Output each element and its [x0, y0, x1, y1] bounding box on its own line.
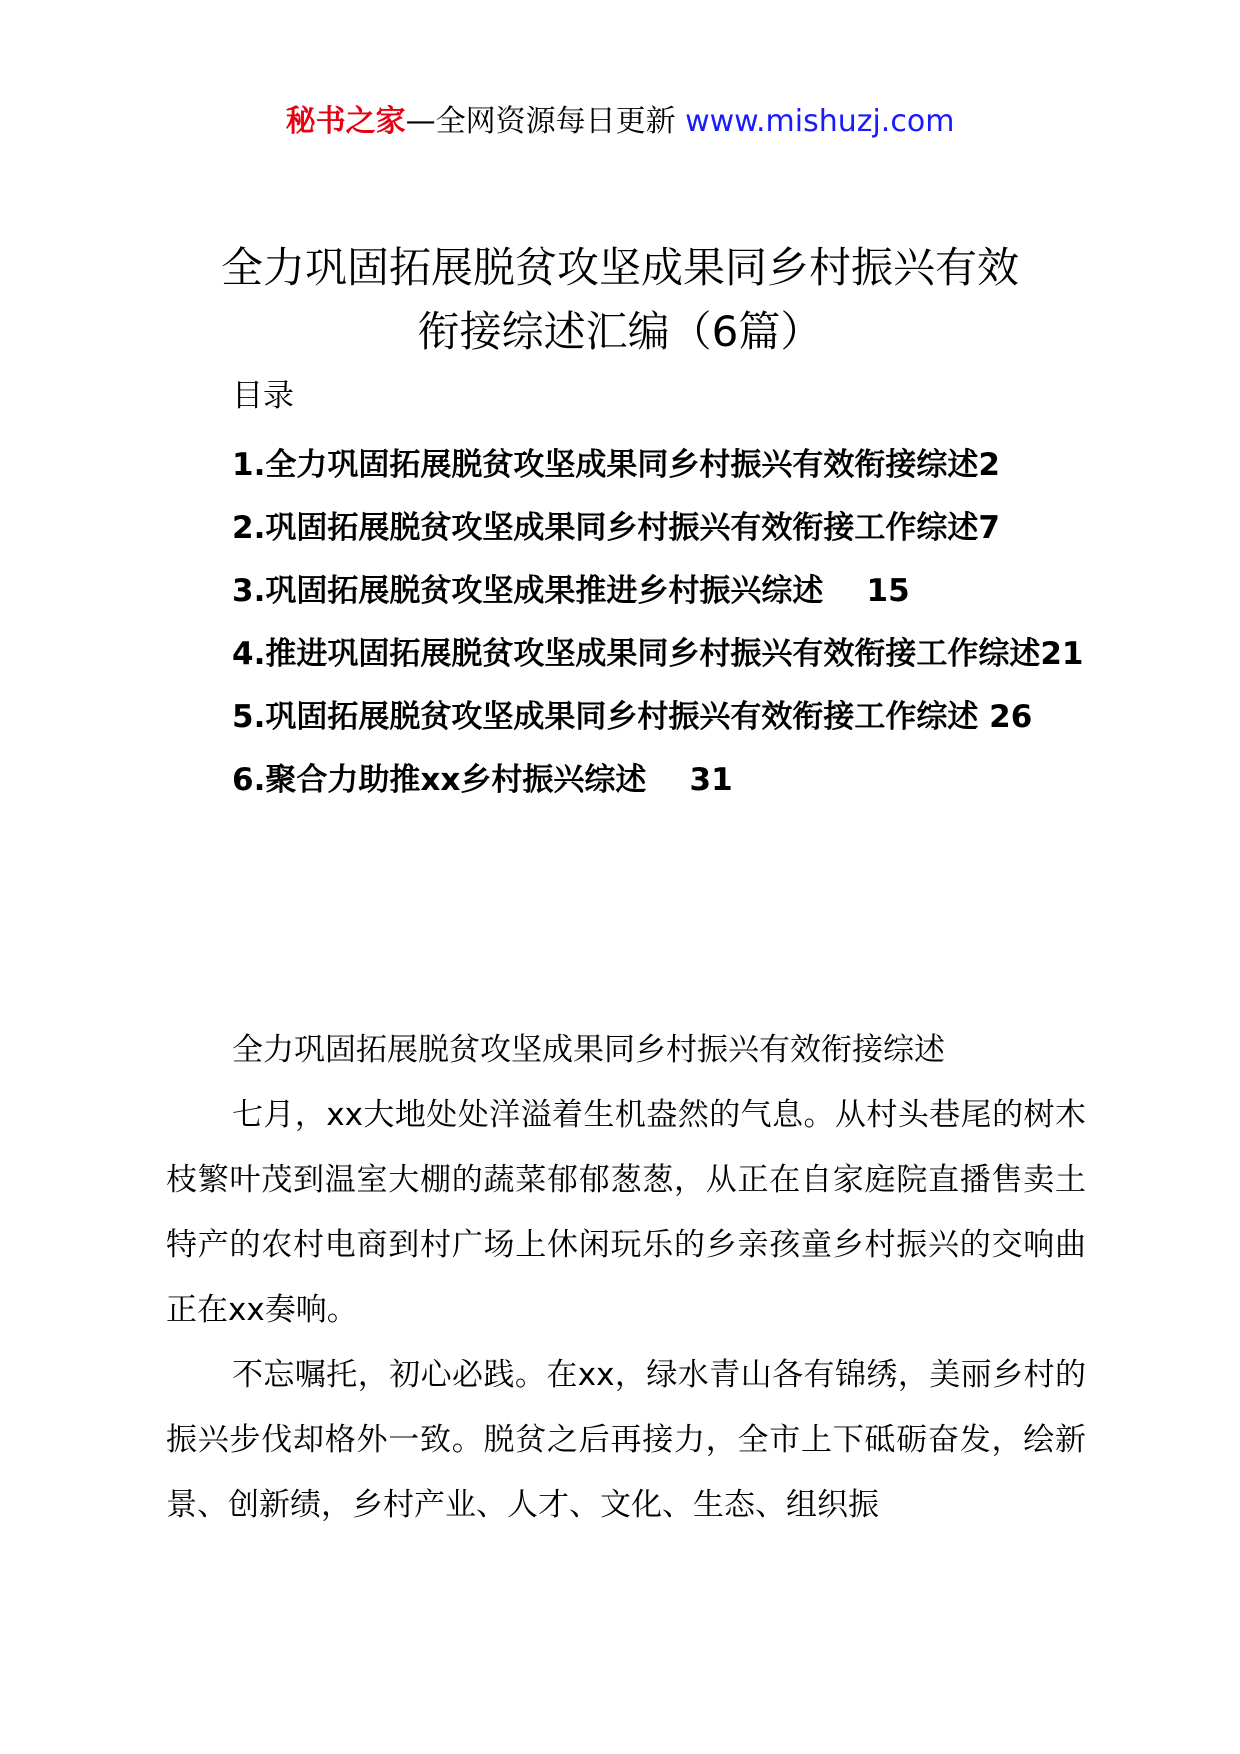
title-line-1: 全力巩固拓展脱贫攻坚成果同乡村振兴有效: [220, 243, 1019, 292]
toc-item[interactable]: 5.巩固拓展脱贫攻坚成果同乡村振兴有效衔接工作综述 26: [232, 699, 1033, 735]
site-url-link[interactable]: www.mishuzj.com: [675, 104, 955, 139]
toc-heading: 目录: [232, 378, 294, 414]
header-tagline: —全网资源每日更新: [405, 104, 676, 139]
body-paragraph: 七月，xx大地处处洋溢着生机盎然的气息。从村头巷尾的树木枝繁叶茂到温室大棚的蔬菜郁郁葱葱，从正在自家庭院直播售卖土特产的农村电商到村广场上休闲玩乐的乡亲孩童乡村振兴的交响曲正在xx奏响。: [166, 1097, 1086, 1328]
toc-item[interactable]: 6.聚合力助推xx乡村振兴综述 31: [232, 762, 733, 798]
site-header: [0, 100, 1240, 144]
toc-item[interactable]: 4.推进巩固拓展脱贫攻坚成果同乡村振兴有效衔接工作综述21: [232, 636, 1084, 672]
title-line-2: 衔接综述汇编（6篇）: [417, 307, 823, 356]
section-heading: 全力巩固拓展脱贫攻坚成果同乡村振兴有效衔接综述: [232, 1032, 945, 1068]
toc-item[interactable]: 2.巩固拓展脱贫攻坚成果同乡村振兴有效衔接工作综述7: [232, 510, 1000, 546]
body-paragraph: 不忘嘱托，初心必践。在xx，绿水青山各有锦绣，美丽乡村的振兴步伐却格外一致。脱贫之后再接力，全市上下砥砺奋发，绘新景、创新绩，乡村产业、人才、文化、生态、组织振: [166, 1357, 1086, 1523]
brand-name: 秘书之家: [285, 104, 406, 139]
document-body: [166, 1018, 1086, 1538]
toc-item[interactable]: 3.巩固拓展脱贫攻坚成果推进乡村振兴综述 15: [232, 573, 910, 609]
toc-item[interactable]: 1.全力巩固拓展脱贫攻坚成果同乡村振兴有效衔接综述2: [232, 447, 1000, 483]
document-title: [180, 236, 1060, 364]
table-of-contents: [166, 434, 1086, 812]
